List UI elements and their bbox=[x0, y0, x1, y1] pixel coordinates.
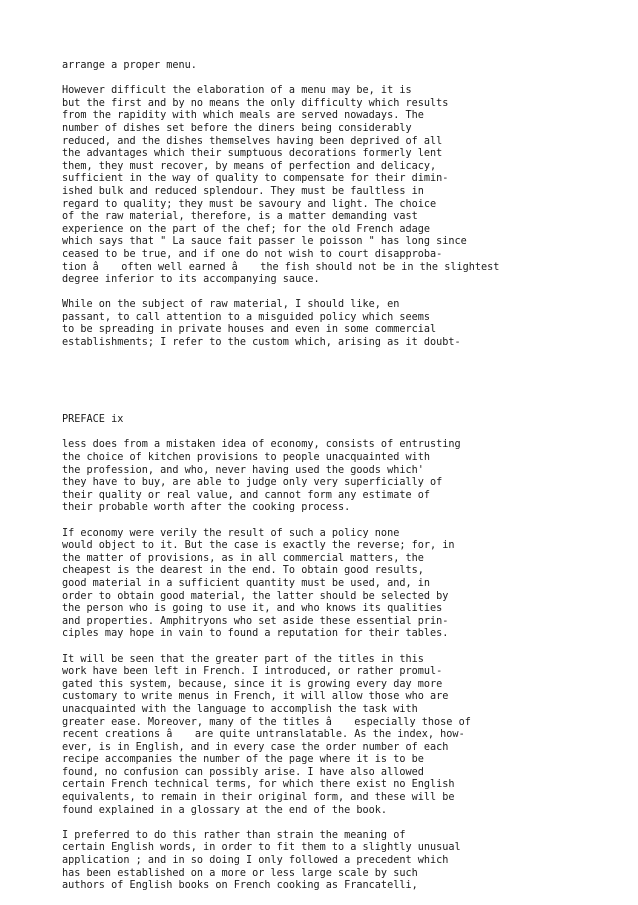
text-line: ever, is in English, and in every case the order number of each bbox=[62, 741, 449, 753]
text-line: degree inferior to its accompanying sauce. bbox=[62, 274, 320, 286]
text-line: cheapest is the dearest in the end. To obtain good results, bbox=[62, 565, 424, 577]
text-line: regard to quality; they must be savoury and light. The choice bbox=[62, 198, 437, 210]
text-line: they have to buy, are able to judge only very superficially of bbox=[62, 477, 443, 489]
text-line: the person who is going to use it, and who knows its qualities bbox=[62, 603, 443, 615]
paragraph bbox=[62, 439, 622, 515]
text-line: to be spreading in private houses and even in some commercial bbox=[62, 324, 437, 336]
text-line: ciples may hope in vain to found a reputation for their tables. bbox=[62, 628, 449, 640]
text-line: ceased to be true, and if one do not wish to court disapproba- bbox=[62, 248, 443, 260]
text-line: but the first and by no means the only difficulty which results bbox=[62, 97, 449, 109]
text-line: found explained in a glossary at the end of the book. bbox=[62, 804, 388, 816]
text-line: sufficient in the way of quality to compensate for their dimin- bbox=[62, 173, 449, 185]
paragraph bbox=[62, 528, 622, 641]
text-line: the profession, and who, never having used the goods which' bbox=[62, 464, 424, 476]
text-line: customary to write menus in French, it will allow those who are bbox=[62, 691, 449, 703]
text-line: the choice of kitchen provisions to people unacquainted with bbox=[62, 452, 431, 464]
text-line: It will be seen that the greater part of the titles in this bbox=[62, 653, 424, 665]
text-line: work have been left in French. I introduced, or rather promul- bbox=[62, 666, 443, 678]
text-line: ished bulk and reduced splendour. They must be faultless in bbox=[62, 185, 424, 197]
text-line: However difficult the elaboration of a menu may be, it is bbox=[62, 85, 412, 97]
text-line: tion â often well earned â the fish should not be in the slightest bbox=[62, 261, 500, 273]
text-line: reduced, and the dishes themselves having been deprived of all bbox=[62, 135, 443, 147]
text-line: passant, to call attention to a misguided policy which seems bbox=[62, 311, 431, 323]
text-line: greater ease. Moreover, many of the titles â especially those of bbox=[62, 716, 471, 728]
text-line: and properties. Amphitryons who set aside these essential prin- bbox=[62, 615, 449, 627]
text-line: good material in a sufficient quantity must be used, and, in bbox=[62, 577, 431, 589]
paragraph bbox=[62, 299, 622, 349]
text-line: less does from a mistaken idea of economy, consists of entrusting bbox=[62, 439, 461, 451]
text-line: While on the subject of raw material, I should like, en bbox=[62, 299, 400, 311]
text-line: arrange a proper menu. bbox=[62, 60, 197, 71]
text-line: which says that " La sauce fait passer le poisson " has long since bbox=[62, 236, 467, 248]
text-line: certain English words, in order to fit them to a slightly unusual bbox=[62, 842, 461, 854]
text-line: experience on the part of the chef; for the old French adage bbox=[62, 223, 431, 235]
running-header: PREFACE ix bbox=[62, 414, 124, 426]
text-line: I preferred to do this rather than strain the meaning of bbox=[62, 829, 406, 841]
text-line: the advantages which their sumptuous decorations formerly lent bbox=[62, 148, 443, 160]
text-line: would object to it. But the case is exactly the reverse; for, in bbox=[62, 540, 455, 552]
text-block-top bbox=[62, 60, 622, 350]
text-line: order to obtain good material, the latter should be selected by bbox=[62, 590, 449, 602]
page-break-gap bbox=[62, 362, 622, 414]
paragraph bbox=[62, 85, 622, 287]
text-line: application ; and in so doing I only followed a precedent which bbox=[62, 855, 449, 867]
text-line: has been established on a more or less large scale by such bbox=[62, 867, 418, 879]
text-line: recent creations â are quite untranslatable. As the index, how- bbox=[62, 729, 465, 741]
text-line: unacquainted with the language to accomplish the task with bbox=[62, 703, 418, 715]
text-line: their probable worth after the cooking process. bbox=[62, 502, 351, 514]
text-line: recipe accompanies the number of the page where it is to be bbox=[62, 754, 424, 766]
text-line: gated this system, because, since it is growing every day more bbox=[62, 678, 443, 690]
text-line: the matter of provisions, as in all commercial matters, the bbox=[62, 552, 424, 564]
paragraph bbox=[62, 60, 622, 73]
text-line: found, no confusion can possibly arise. I have also allowed bbox=[62, 766, 424, 778]
text-line: certain French technical terms, for which there exist no English bbox=[62, 779, 455, 791]
paragraph bbox=[62, 830, 622, 893]
text-line: establishments; I refer to the custom which, arising as it doubt- bbox=[62, 337, 461, 349]
text-line: If economy were verily the result of such a policy none bbox=[62, 527, 400, 539]
document-page bbox=[62, 60, 622, 905]
text-line: of the raw material, therefore, is a matter demanding vast bbox=[62, 211, 418, 223]
paragraph bbox=[62, 654, 622, 818]
text-line: them, they must recover, by means of perfection and delicacy, bbox=[62, 160, 437, 172]
text-line: equivalents, to remain in their original form, and these will be bbox=[62, 792, 455, 804]
text-line: from the rapidity with which meals are served nowadays. The bbox=[62, 110, 424, 122]
text-line: their quality or real value, and cannot form any estimate of bbox=[62, 489, 431, 501]
text-line: number of dishes set before the diners being considerably bbox=[62, 122, 412, 134]
text-block-bottom bbox=[62, 439, 622, 892]
text-line: authors of English books on French cooking as Francatelli, bbox=[62, 880, 418, 892]
